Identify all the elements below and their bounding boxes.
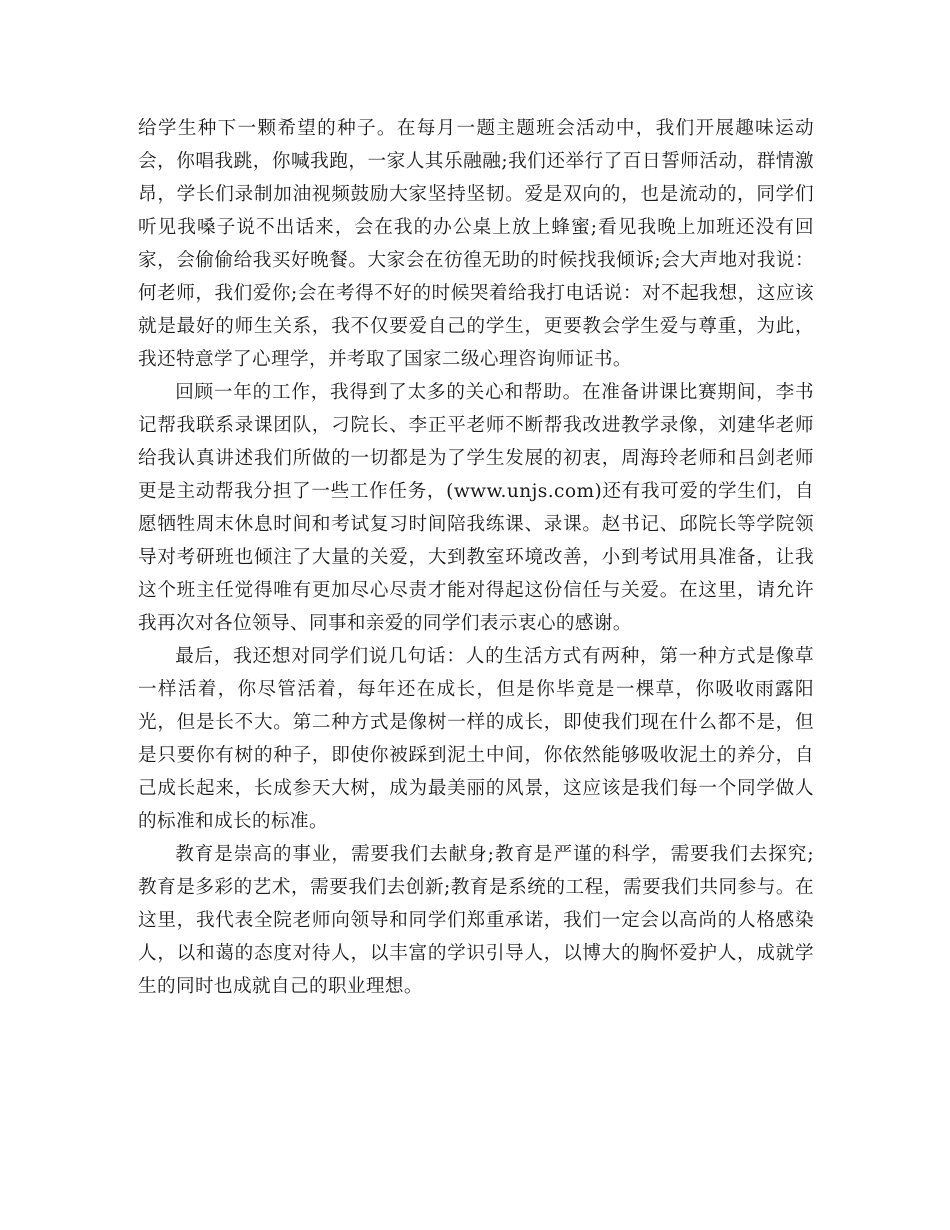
paragraph-2: 回顾一年的工作，我得到了太多的关心和帮助。在准备讲课比赛期间，李书记帮我联系录课团队，刁院长、李正平老师不断帮我改进教学录像，刘建华老师给我认真讲述我们所做的一切都是为了学生发展的初衷，周海玲老师和吕剑老师更是主动帮我分担了一些工作任务，(www.unjs.com)还有我可爱的学生们，自愿牺牲周末休息时间和考试复习时间陪我练课、录课。赵书记、邱院长等学院领导对考研班也倾注了大量的关爱，大到教室环境改善，小到考试用具准备，让我这个班主任觉得唯有更加尽心尽责才能对得起这份信任与关爱。在这里，请允许我再次对各位领导、同事和亲爱的同学们表示衷心的感谢。 xyxy=(138,382,814,634)
paragraph-3: 最后，我还想对同学们说几句话：人的生活方式有两种，第一种方式是像草一样活着，你尽管活着，每年还在成长，但是你毕竟是一棵草，你吸收雨露阳光，但是长不大。第二种方式是像树一样的成长，即使我们现在什么都不是，但是只要你有树的种子，即使你被踩到泥土中间，你依然能够吸收泥土的养分，自己成长起来，长成参天大树，成为最美丽的风景，这应该是我们每一个同学做人的标准和成长的标准。 xyxy=(138,646,814,832)
paragraph-4: 教育是崇高的事业，需要我们去献身;教育是严谨的科学，需要我们去探究;教育是多彩的艺术，需要我们去创新;教育是系统的工程，需要我们共同参与。在这里，我代表全院老师向领导和同学们郑重承诺，我们一定会以高尚的人格感染人，以和蔼的态度对待人，以丰富的学识引导人，以博大的胸怀爱护人，成就学生的同时也成就自己的职业理想。 xyxy=(138,844,814,997)
paragraph-1: 给学生种下一颗希望的种子。在每月一题主题班会活动中，我们开展趣味运动会，你唱我跳，你喊我跑，一家人其乐融融;我们还举行了百日誓师活动，群情激昂，学长们录制加油视频鼓励大家坚持坚韧。爱是双向的，也是流动的，同学们听见我嗓子说不出话来，会在我的办公桌上放上蜂蜜;看见我晚上加班还没有回家，会偷偷给我买好晚餐。大家会在彷徨无助的时候找我倾诉;会大声地对我说：何老师，我们爱你;会在考得不好的时候哭着给我打电话说：对不起我想，这应该就是最好的师生关系，我不仅要爱自己的学生，更要教会学生爱与尊重，为此，我还特意学了心理学，并考取了国家二级心理咨询师证书。 xyxy=(138,118,814,370)
document-body xyxy=(138,112,814,1003)
